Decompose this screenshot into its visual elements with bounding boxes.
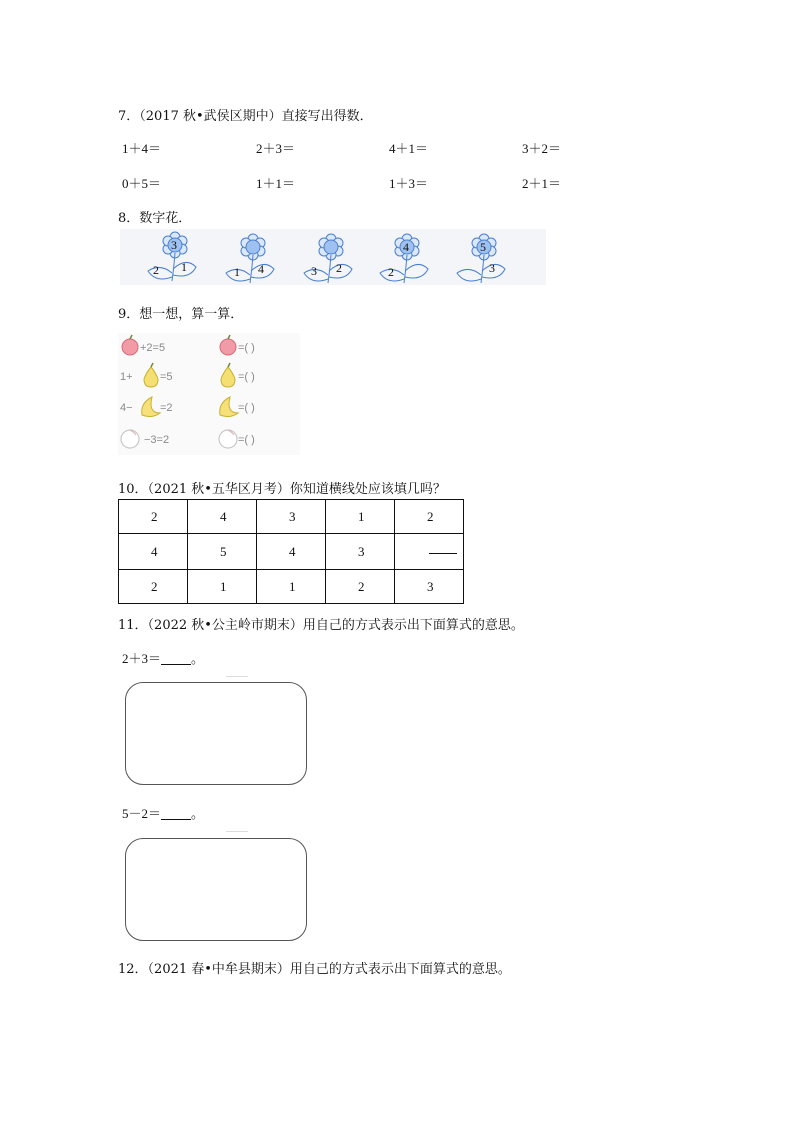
equation: 0＋5＝ [122, 176, 162, 191]
flower-left-leaf-number: 2 [388, 265, 394, 279]
table-cell: 1 [188, 570, 257, 604]
fruit-equation-left: =2 [160, 402, 173, 414]
equation: 1＋1＝ [256, 176, 296, 191]
equation: 4＋1＝ [389, 141, 429, 156]
fruit-equation-answer: =( ) [238, 402, 255, 414]
question-7-title: 7．（2017 秋•武侯区期中）直接写出得数． [118, 109, 373, 124]
table-cell: 2 [119, 570, 188, 604]
drawing-answer-box[interactable] [125, 838, 307, 941]
flower-right-leaf-number: 3 [489, 261, 495, 275]
table-cell: 4 [257, 534, 326, 570]
table-cell: 2 [326, 570, 395, 604]
apple-icon [122, 335, 138, 355]
equation: 1＋4＝ [122, 141, 162, 156]
flower-center-number: 3 [171, 238, 177, 252]
table-cell: 1 [326, 500, 395, 534]
table-cell: 1 [257, 570, 326, 604]
answer-blank[interactable] [429, 552, 457, 554]
table-cell: 4 [119, 534, 188, 570]
table-cell: 2 [395, 500, 464, 534]
peach-icon [121, 430, 139, 448]
full-stop: 。 [191, 806, 205, 821]
equation: 2＋3＝ [122, 651, 162, 666]
flower-center-number: 5 [480, 240, 486, 254]
table-cell: 3 [257, 500, 326, 534]
divider [226, 831, 248, 832]
number-flower [226, 234, 274, 283]
full-stop: 。 [191, 651, 205, 666]
question-9-title: 9．想一想，算一算． [118, 307, 244, 322]
banana-icon [142, 397, 160, 417]
table-cell: 4 [188, 500, 257, 534]
equation: 2＋3＝ [256, 141, 296, 156]
answer-blank[interactable] [161, 663, 191, 665]
number-flower [304, 234, 352, 283]
equation: 2＋1＝ [522, 176, 562, 191]
equation: 1＋3＝ [389, 176, 429, 191]
equation: 5－2＝ [122, 806, 162, 821]
pear-icon [144, 363, 158, 387]
equation-line [122, 803, 204, 822]
fruit-equation-prefix: 1+ [120, 371, 133, 383]
flower-right-leaf-number: 4 [258, 262, 264, 276]
question-11-title: 11．（2022 秋•公主岭市期末）用自己的方式表示出下面算式的意思。 [118, 618, 524, 633]
table-cell: 3 [395, 570, 464, 604]
number-flowers-figure [120, 229, 546, 285]
number-flower [148, 232, 196, 281]
question-8-title: 8．数字花． [118, 211, 192, 226]
apple-icon [220, 335, 236, 355]
table-cell: 3 [326, 534, 395, 570]
table-blank-cell[interactable] [395, 534, 464, 570]
flower-left-leaf-number: 1 [234, 265, 240, 279]
flower-left-leaf-number: 2 [153, 263, 159, 277]
answer-blank[interactable] [161, 818, 191, 820]
fruit-equation-left: =5 [160, 371, 173, 383]
fruit-equation-left: −3=2 [144, 434, 170, 446]
fruit-equation-prefix: 4− [120, 402, 133, 414]
pear-icon [221, 363, 235, 387]
peach-icon [219, 430, 237, 448]
flower-right-leaf-number: 2 [336, 261, 342, 275]
table-row [119, 570, 464, 604]
equation: 3＋2＝ [522, 141, 562, 156]
fruit-equation-answer: =( ) [238, 371, 255, 383]
table-row [119, 534, 464, 570]
number-flower [380, 234, 428, 283]
table-cell: 2 [119, 500, 188, 534]
fruit-equations-figure [118, 333, 300, 455]
question-10-title: 10．（2021 秋•五华区月考）你知道横线处应该填几吗？ [118, 482, 446, 497]
divider [226, 676, 248, 677]
flower-center-number: 4 [403, 240, 409, 254]
fruit-equation-left: +2=5 [140, 342, 166, 354]
flower-right-leaf-number: 1 [181, 260, 187, 274]
number-table [118, 499, 464, 604]
fruit-equation-answer: =( ) [238, 434, 255, 446]
fruit-equation-answer: =( ) [238, 342, 255, 354]
number-flower [457, 234, 505, 283]
equation-line [122, 648, 204, 667]
drawing-answer-box[interactable] [125, 682, 307, 785]
flower-left-leaf-number: 3 [311, 264, 317, 278]
table-row [119, 500, 464, 534]
table-cell: 5 [188, 534, 257, 570]
question-12-title: 12．（2021 春•中牟县期末）用自己的方式表示出下面算式的意思。 [118, 962, 511, 977]
banana-icon [220, 397, 238, 417]
